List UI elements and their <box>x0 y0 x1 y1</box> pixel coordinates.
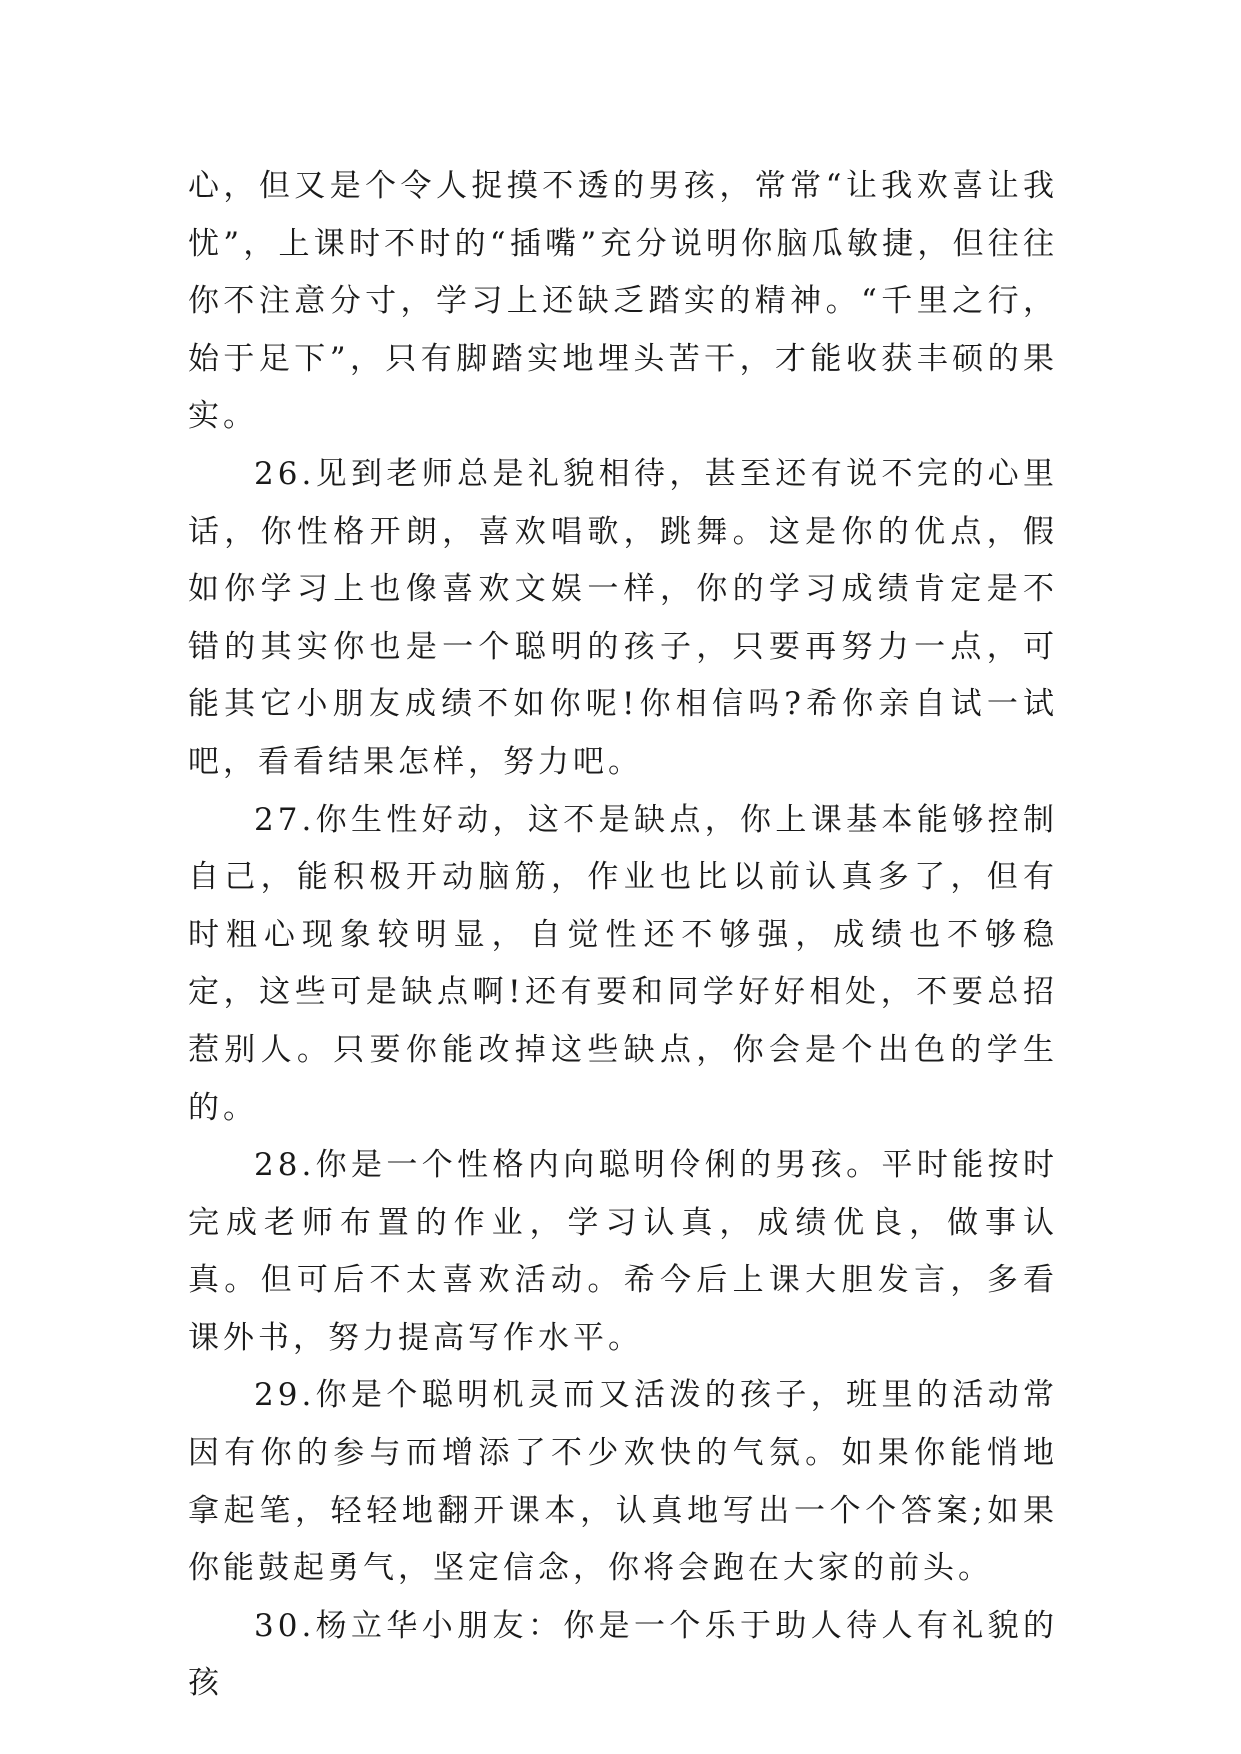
document-body <box>188 158 1058 1713</box>
paragraph-26: 26.见到老师总是礼貌相待，甚至还有说不完的心里话，你性格开朗，喜欢唱歌，跳舞。这是你的优点，假如你学习上也像喜欢文娱一样，你的学习成绩肯定是不错的其实你也是一个聪明的孩子，只要再努力一点，可能其它小朋友成绩不如你呢!你相信吗?希你亲自试一试吧，看看结果怎样，努力吧。 <box>188 455 1058 780</box>
paragraph-28: 28.你是一个性格内向聪明伶俐的男孩。平时能按时完成老师布置的作业，学习认真，成绩优良，做事认真。但可后不太喜欢活动。希今后上课大胆发言，多看课外书，努力提高写作水平。 <box>188 1147 1058 1356</box>
paragraph-29: 29.你是个聪明机灵而又活泼的孩子，班里的活动常因有你的参与而增添了不少欢快的气氛。如果你能悄地拿起笔，轻轻地翻开课本，认真地写出一个个答案;如果你能鼓起勇气，坚定信念，你将会跑在大家的前头。 <box>188 1377 1058 1587</box>
paragraph-continuation: 心，但又是个令人捉摸不透的男孩，常常“让我欢喜让我忧”，上课时不时的“插嘴”充分说明你脑瓜敏捷，但往往你不注意分寸，学习上还缺乏踏实的精神。“千里之行，始于足下”，只有脚踏实地埋头苦干，才能收获丰硕的果实。 <box>188 168 1058 435</box>
paragraph-30: 30.杨立华小朋友：你是一个乐于助人待人有礼貌的孩 <box>188 1607 1058 1702</box>
paragraph-27: 27.你生性好动，这不是缺点，你上课基本能够控制自己，能积极开动脑筋，作业也比以前认真多了，但有时粗心现象较明显，自觉性还不够强，成绩也不够稳定，这些可是缺点啊!还有要和同学好好相处，不要总招惹别人。只要你能改掉这些缺点，你会是个出色的学生的。 <box>188 801 1058 1126</box>
